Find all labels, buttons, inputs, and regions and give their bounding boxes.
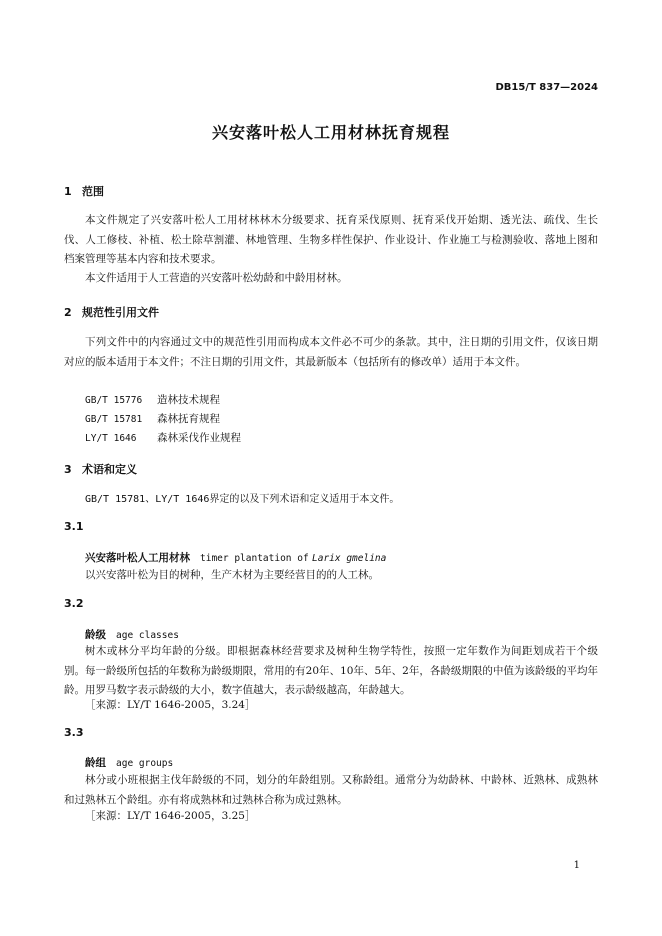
term-title: 龄级 age classes [85, 629, 179, 641]
section-heading-2: 2 规范性引用文件 [64, 306, 159, 319]
term-source: ［来源：LY/T 1646-2005，3.25］ [85, 810, 256, 822]
reference-item: GB/T 15776 造林技术规程 [85, 394, 220, 406]
term-source: ［来源：LY/T 1646-2005，3.24］ [85, 699, 256, 711]
term-title: 兴安落叶松人工用材林 timer plantation of Larix gmelina [85, 552, 387, 564]
term-number: 3.3 [64, 726, 84, 739]
paragraph-normative-refs: 下列文件中的内容通过文中的规范性引用而构成本文件必不可少的条款。其中，注日期的引用文件，仅该日期对应的版本适用于本文件；不注日期的引用文件，其最新版本（包括所有的修改单）适用于本文件。 [64, 336, 598, 368]
paragraph-scope-2: 本文件适用于人工营造的兴安落叶松幼龄和中龄用材林。 [85, 272, 348, 284]
term-definition: 林分或小班根据主伐年龄级的不同，划分的年龄组别。又称龄组。通常分为幼龄林、中龄林、近熟林、成熟林和过熟林五个龄组。亦有将成熟林和过熟林合称为成过熟林。 [64, 774, 598, 806]
document-title: 兴安落叶松人工用材林抚育规程 [211, 123, 450, 142]
reference-item: GB/T 15781 森林抚育规程 [85, 413, 220, 425]
term-definition: 以兴安落叶松为目的树种，生产木材为主要经营目的的人工林。 [85, 569, 379, 581]
paragraph-scope-1: 本文件规定了兴安落叶松人工用材林林木分级要求、抚育采伐原则、抚育采伐开始期、透光法、疏伐、生长伐、人工修枝、补植、松土除草割灌、林地管理、生物多样性保护、作业设计、作业施工与检测验收、落地上图和档案管理等基本内容和技术要求。 [64, 214, 598, 265]
term-title: 龄组 age groups [85, 757, 174, 769]
term-definition: 树木或林分平均年龄的分级。即根据森林经营要求及树种生物学特性，按照一定年数作为间距划成若干个级别。每一龄级所包括的年数称为龄级期限，常用的有20年、10年、5年、2年，各龄级期限的中值为该龄级的平均年龄。用罗马数字表示龄级的大小，数字值越大，表示龄级越高，年龄越大。 [64, 645, 598, 696]
page-number: 1 [573, 860, 580, 871]
term-number: 3.1 [64, 520, 84, 533]
document-number: DB15/T 837—2024 [495, 82, 598, 93]
term-number: 3.2 [64, 597, 84, 610]
reference-item: LY/T 1646 森林采伐作业规程 [85, 432, 241, 444]
section-heading-1: 1 范围 [64, 185, 104, 198]
section-heading-3: 3 术语和定义 [64, 463, 137, 476]
paragraph-terms-intro: GB/T 15781、LY/T 1646界定的以及下列术语和定义适用于本文件。 [85, 494, 400, 505]
